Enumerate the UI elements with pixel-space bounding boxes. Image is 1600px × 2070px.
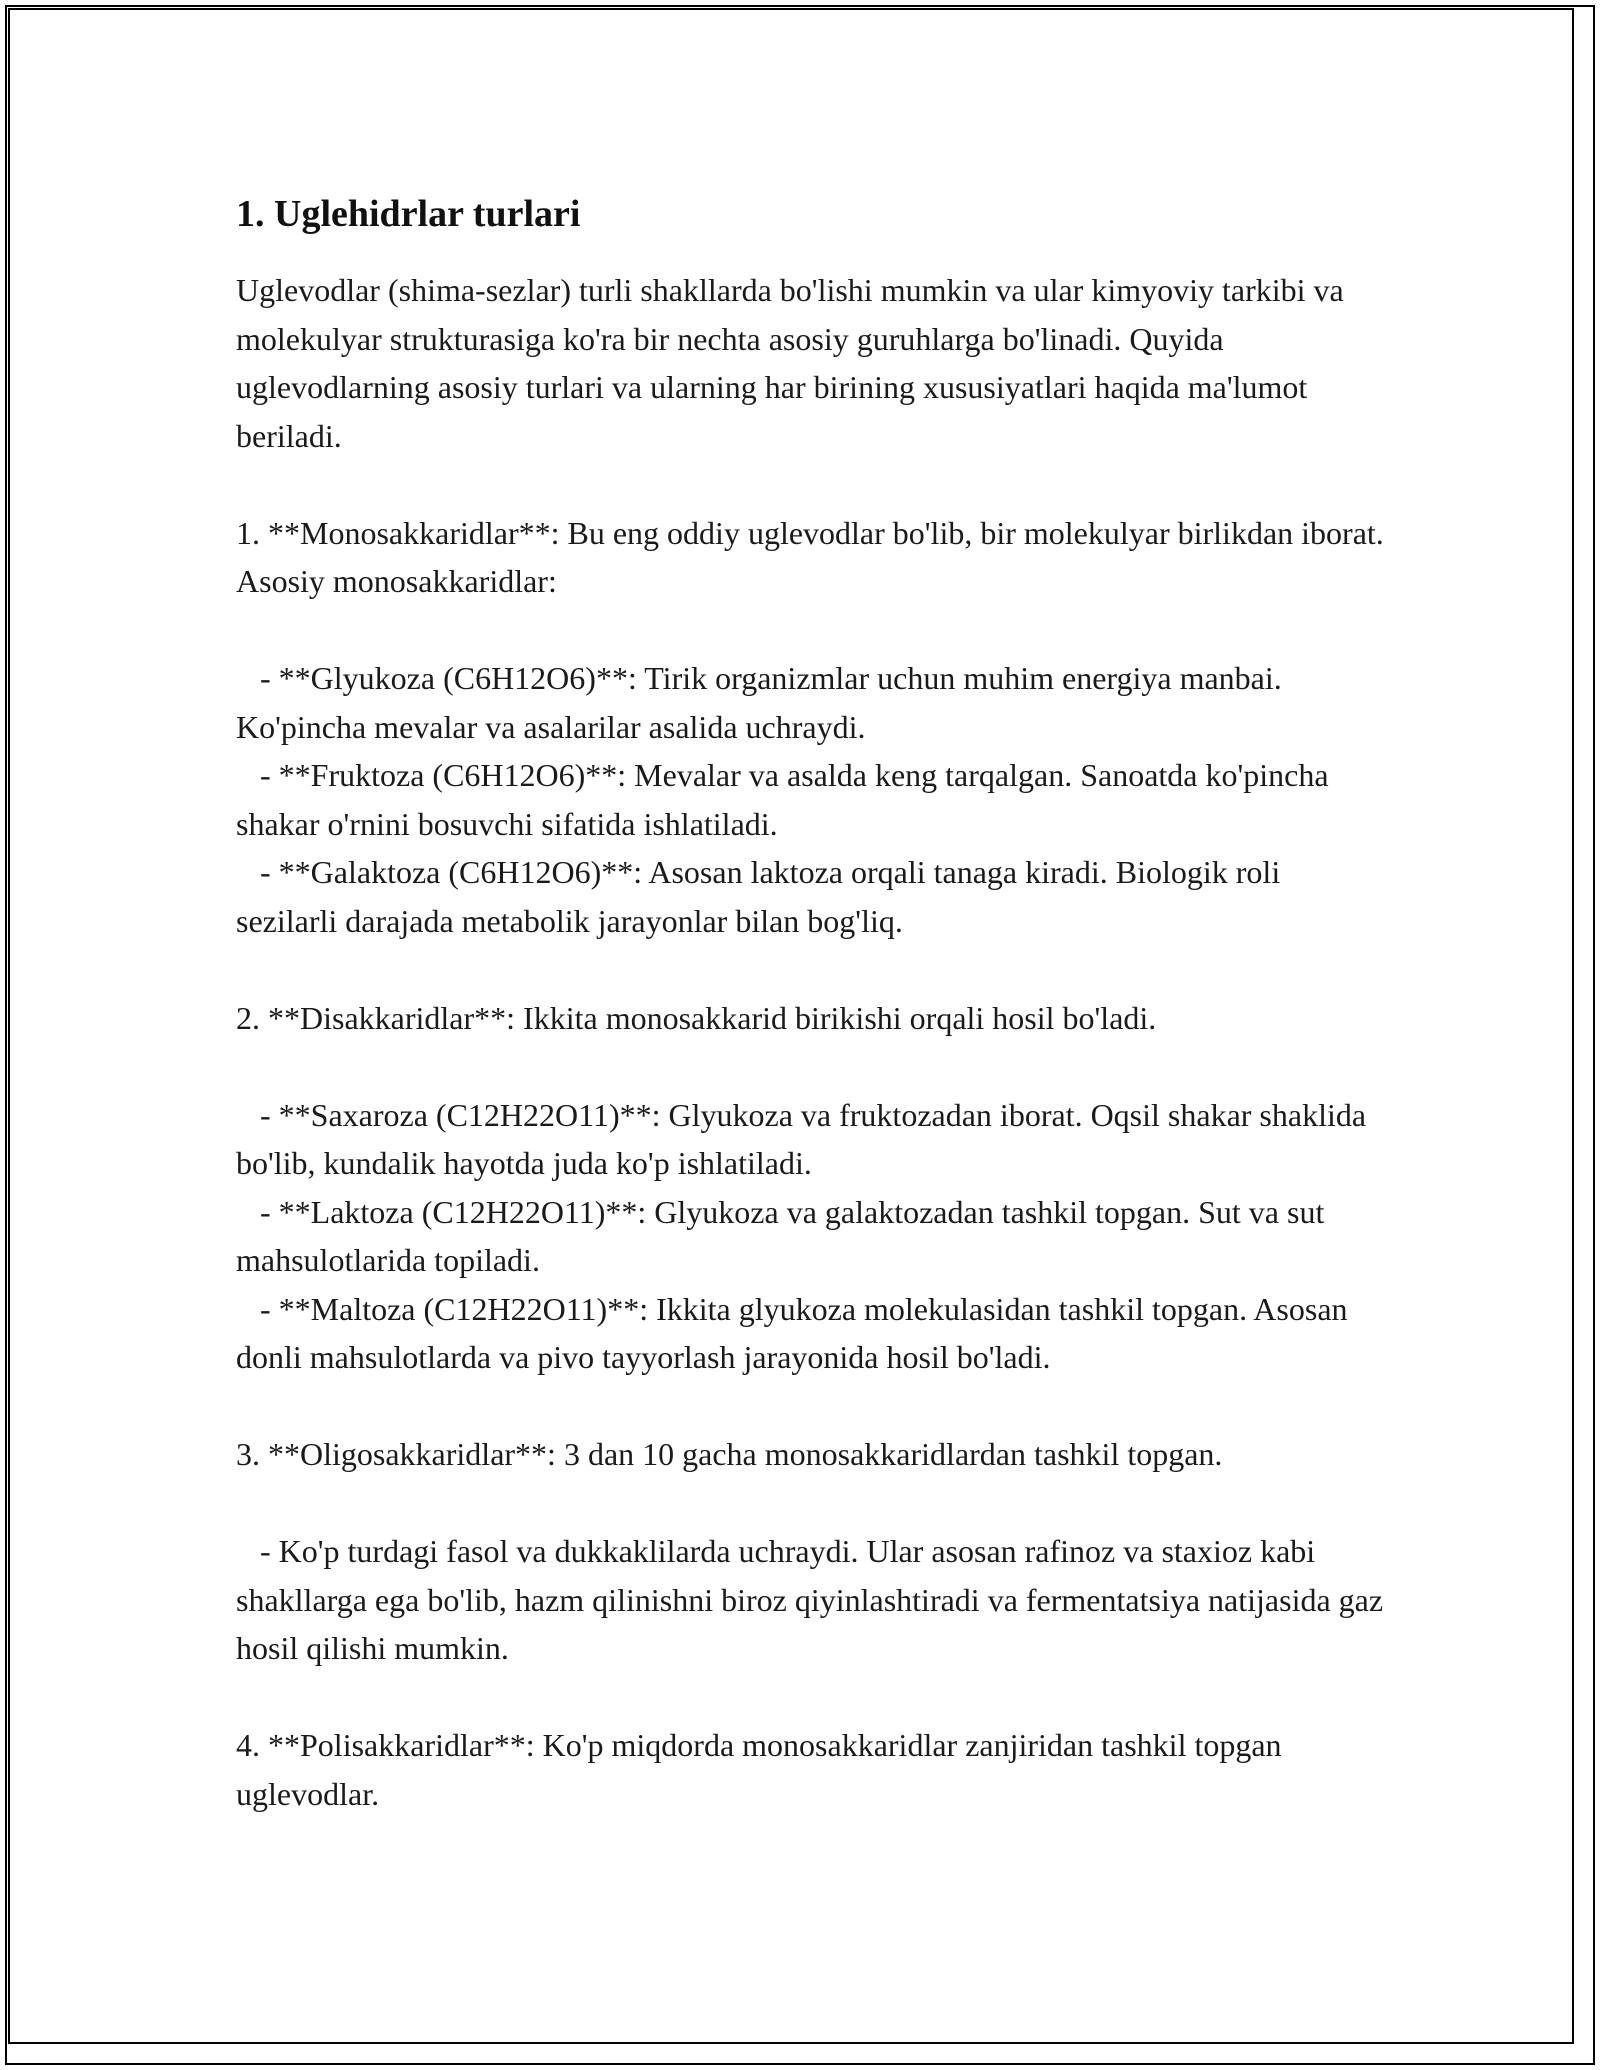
section-body-text: Uglevodlar (shima-sezlar) turli shakllarda bo'lishi mumkin va ular kimyoviy tarkibi va molekulyar strukturasiga ko'ra bir nechta asosiy guruhlarga bo'linadi. Quyida uglevodlarning asosiy turlari va ularning har birining xususiyatlari haqida ma'lumot beriladi. 1. **Monosakkaridlar**: Bu eng oddiy uglevodlar bo'lib, bir molekulyar birlikdan iborat. Asosiy monosakkaridlar: - **Glyukoza (C6H12O6)**: Tirik organizmlar uchun muhim energiya manbai. Ko'pincha mevalar va asalarilar asalida uchraydi. - **Fruktoza (C6H12O6)**: Mevalar va asalda keng tarqalgan. Sanoatda ko'pincha shakar o'rnini bosuvchi sifatida ishlatiladi. - **Galaktoza (C6H12O6)**: Asosan laktoza orqali tanaga kiradi. Biologik roli sezilarli darajada metabolik jarayonlar bilan bog'liq. 2. **Disakkaridlar**: Ikkita monosakkarid birikishi orqali hosil bo'ladi. - **Saxaroza (C12H22O11)**: Glyukoza va fruktozadan iborat. Oqsil shakar shaklida bo'lib, kundalik hayotda juda ko'p ishlatiladi. - **Laktoza (C12H22O11)**: Glyukoza va galaktozadan tashkil topgan. Sut va sut mahsulotlarida topiladi. - **Maltoza (C12H22O11)**: Ikkita glyukoza molekulasidan tashkil topgan. Asosan donli mahsulotlarda va pivo tayyorlash jarayonida hosil bo'ladi. 3. **Oligosakkaridlar**: 3 dan 10 gacha monosakkaridlardan tashkil topgan. - Ko'p turdagi fasol va dukkaklilarda uchraydi. Ular asosan rafinoz va staxioz kabi shakllarga ega bo'lib, hazm qilinishni biroz qiyinlashtiradi va fermentatsiya natijasida gaz hosil qilishi mumkin. 4. **Polisakkaridlar**: Ko'p miqdorda monosakkaridlar zanjiridan tashkil topgan uglevodlar. bbox=[236, 272, 1384, 1812]
section-heading: 1. Uglehidrlar turlari bbox=[236, 193, 581, 235]
document-content bbox=[236, 188, 1386, 1818]
